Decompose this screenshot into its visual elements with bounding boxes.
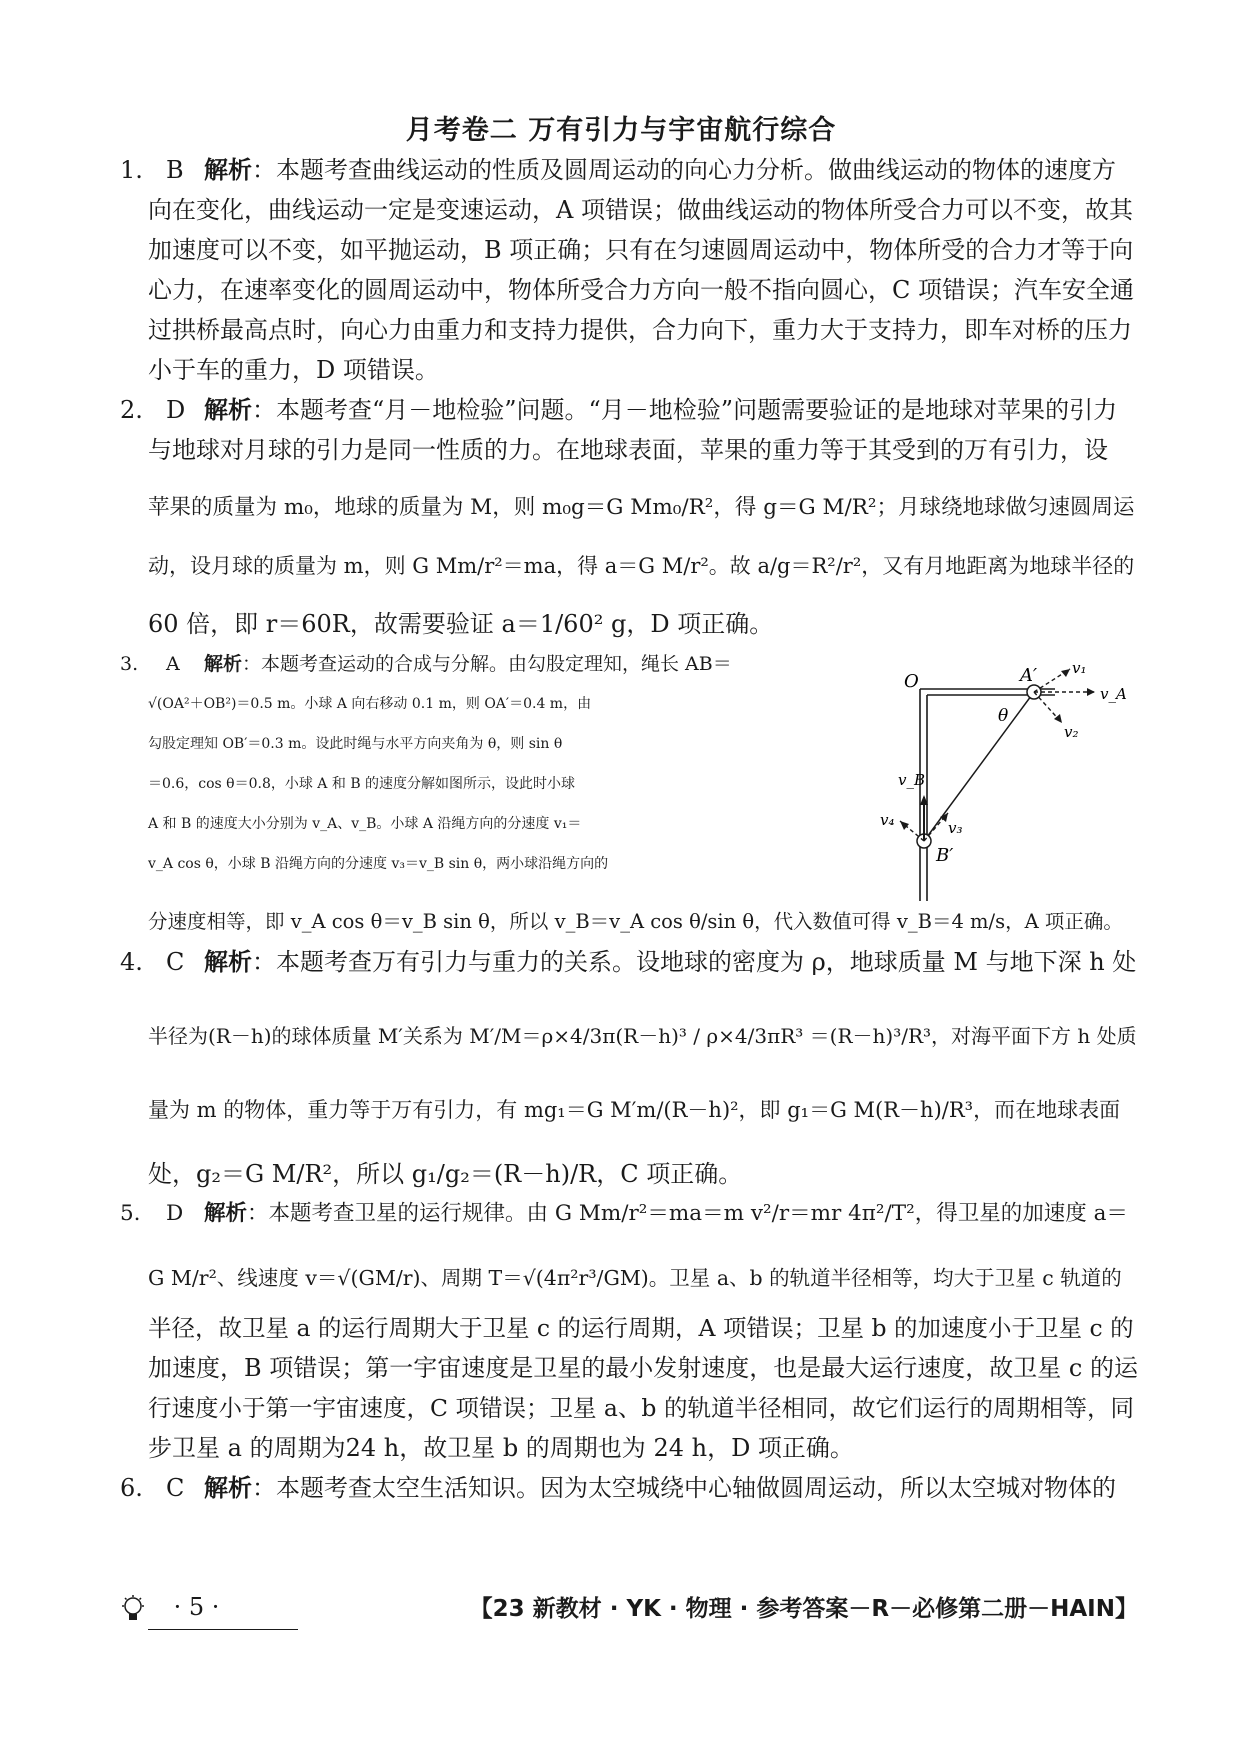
answer-letter: C xyxy=(166,948,185,976)
label-O: O xyxy=(904,671,919,692)
answer-line xyxy=(120,844,768,884)
page-title: 月考卷二 万有引力与宇宙航行综合 xyxy=(405,115,837,146)
analysis-label: 解析 xyxy=(204,948,252,976)
line-text: 行速度小于第一宇宙速度，C 项错误；卫星 a、b 的轨道半径相同，故它们运行的周期相等，同 xyxy=(148,1394,1134,1422)
answer-line xyxy=(120,430,1140,470)
answer-line xyxy=(120,644,740,684)
answer-line xyxy=(120,190,1140,230)
answer-letter: A xyxy=(166,653,180,675)
line-text: 与地球对月球的引力是同一性质的力。在地球表面，苹果的重力等于其受到的万有引力，设 xyxy=(148,436,1108,464)
label-A-prime: A′ xyxy=(1020,665,1038,686)
answer-line xyxy=(120,1258,1140,1298)
answer-line xyxy=(120,724,768,764)
line-text: ：本题考查万有引力与重力的关系。设地球的密度为 ρ，地球质量 M 与地下深 h 处 xyxy=(252,948,1137,976)
answer-item xyxy=(120,942,1140,1194)
line-text: v_A cos θ，小球 B 沿绳方向的分速度 v₃＝v_B sin θ，两小球沿绳方向的 xyxy=(148,856,609,872)
line-text: 心力，在速率变化的圆周运动中，物体所受合力方向一般不指向圆心，C 项错误；汽车安全通 xyxy=(148,276,1134,304)
answer-letter: D xyxy=(166,396,186,424)
line-text: ：本题考查运动的合成与分解。由勾股定理知，绳长 AB＝ xyxy=(242,653,732,675)
label-v2: v₂ xyxy=(1064,723,1079,741)
answer-line xyxy=(120,488,1140,528)
question-number: 6. xyxy=(120,1474,143,1502)
answer-line xyxy=(120,270,1140,310)
question-number: 3. xyxy=(120,653,139,675)
answer-item xyxy=(120,150,1140,390)
analysis-label: 解析 xyxy=(204,156,252,184)
answer-line xyxy=(120,1090,1140,1130)
line-text: 苹果的质量为 m₀，地球的质量为 M，则 m₀g＝G Mm₀/R²，得 g＝G M/R²；月球绕地球做匀速圆周运 xyxy=(148,495,1135,520)
answer-line xyxy=(120,942,1140,982)
answer-line xyxy=(120,1468,1140,1508)
page-number-text: · 5 · xyxy=(173,1593,220,1621)
answer-line xyxy=(120,1388,1140,1428)
label-B-prime: B′ xyxy=(936,845,954,866)
book-info: 【23 新教材 · YK · 物理 · 参考答案－R－必修第二册－HAIN】 xyxy=(469,1596,1138,1622)
line-text: 量为 m 的物体，重力等于万有引力，有 mg₁＝G M′m/(R－h)²，即 g₁＝G M(R－h)/R³，而在地球表面 xyxy=(148,1098,1121,1122)
answer-line xyxy=(120,684,768,724)
answer-item xyxy=(120,390,1140,644)
line-text: √(OA²＋OB²)＝0.5 m。小球 A 向右移动 0.1 m，则 OA′＝0.4 m，由 xyxy=(148,696,592,712)
rope-velocity-diagram xyxy=(880,665,1140,905)
answer-line xyxy=(120,1428,1140,1468)
answer-line xyxy=(120,764,768,804)
answer-line xyxy=(120,150,1140,190)
line-text: 动，设月球的质量为 m，则 G Mm/r²＝ma，得 a＝G M/r²。故 a/g＝R²/r²，又有月地距离为地球半径的 xyxy=(148,554,1135,578)
answer-line xyxy=(120,1016,1140,1056)
answer-item xyxy=(120,1194,1140,1468)
answer-letter: C xyxy=(166,1474,185,1502)
line-text: 处，g₂＝G M/R²，所以 g₁/g₂＝(R－h)/R，C 项正确。 xyxy=(148,1160,743,1188)
lightbulb-icon xyxy=(120,1594,146,1624)
answer-line xyxy=(120,902,1140,942)
answer-line xyxy=(120,350,1140,390)
answer-item xyxy=(120,1468,1140,1508)
line-text: 过拱桥最高点时，向心力由重力和支持力提供，合力向下，重力大于支持力，即车对桥的压力 xyxy=(148,316,1132,344)
line-text: 60 倍，即 r＝60R，故需要验证 a＝1/60² g，D 项正确。 xyxy=(148,610,774,638)
question-number: 2. xyxy=(120,396,143,424)
line-text: 勾股定理知 OB′＝0.3 m。设此时绳与水平方向夹角为 θ，则 sin θ xyxy=(148,736,563,752)
line-text: ＝0.6，cos θ＝0.8，小球 A 和 B 的速度分解如图所示，设此时小球 xyxy=(148,776,576,792)
line-text: ：本题考查曲线运动的性质及圆周运动的向心力分析。做曲线运动的物体的速度方 xyxy=(252,156,1116,184)
answer-letter: B xyxy=(166,156,184,184)
label-vA: v_A xyxy=(1100,685,1127,703)
analysis-label: 解析 xyxy=(204,1474,252,1502)
line-text: 步卫星 a 的周期为24 h，故卫星 b 的周期也为 24 h，D 项正确。 xyxy=(148,1434,854,1462)
question-number: 1. xyxy=(120,156,143,184)
label-v1: v₁ xyxy=(1072,665,1087,677)
label-vB: v_B xyxy=(898,771,925,789)
page-number-rule xyxy=(148,1629,298,1630)
answer-line xyxy=(120,604,1140,644)
answer-letter: D xyxy=(166,1201,184,1226)
line-text: 加速度可以不变，如平抛运动，B 项正确；只有在匀速圆周运动中，物体所受的合力才等于向 xyxy=(148,236,1134,264)
line-text: 半径为(R－h)的球体质量 M′关系为 M′/M＝ρ×4/3π(R－h)³ / ρ×4/3πR³ ＝(R－h)³/R³，对海平面下方 h 处质 xyxy=(148,1024,1137,1048)
line-text: A 和 B 的速度大小分别为 v_A、v_B。小球 A 沿绳方向的分速度 v₁＝ xyxy=(148,816,582,832)
answer-line xyxy=(120,310,1140,350)
answer-line xyxy=(120,546,1140,586)
analysis-label: 解析 xyxy=(204,396,252,424)
analysis-label: 解析 xyxy=(204,653,243,675)
answer-line xyxy=(120,1154,1140,1194)
answer-line xyxy=(120,1348,1140,1388)
line-text: G M/r²、线速度 v＝√(GM/r)、周期 T＝√(4π²r³/GM)。卫星 a、b 的轨道半径相等，均大于卫星 c 轨道的 xyxy=(148,1266,1122,1290)
line-text: 分速度相等，即 v_A cos θ＝v_B sin θ，所以 v_B＝v_A cos θ/sin θ，代入数值可得 v_B＝4 m/s，A 项正确。 xyxy=(148,910,1123,933)
answer-line xyxy=(120,804,768,844)
line-text: 小于车的重力，D 项错误。 xyxy=(148,356,439,384)
analysis-label: 解析 xyxy=(204,1201,248,1226)
label-v4: v₄ xyxy=(880,811,895,829)
label-v3: v₃ xyxy=(948,819,963,837)
label-theta: θ xyxy=(998,706,1009,726)
line-text: ：本题考查太空生活知识。因为太空城绕中心轴做圆周运动，所以太空城对物体的 xyxy=(252,1474,1116,1502)
line-text: ：本题考查卫星的运行规律。由 G Mm/r²＝ma＝m v²/r＝mr 4π²/T²，得卫星的加速度 a＝ xyxy=(247,1201,1128,1226)
answer-line xyxy=(120,1308,1140,1348)
line-text: 向在变化，曲线运动一定是变速运动，A 项错误；做曲线运动的物体所受合力可以不变，故其 xyxy=(148,196,1133,224)
answer-line xyxy=(120,230,1140,270)
question-number: 4. xyxy=(120,948,143,976)
answer-line xyxy=(120,390,1140,430)
line-text: 半径，故卫星 a 的运行周期大于卫星 c 的运行周期，A 项错误；卫星 b 的加速度小于卫星 c 的 xyxy=(148,1314,1134,1342)
line-text: ：本题考查“月－地检验”问题。“月－地检验”问题需要验证的是地球对苹果的引力 xyxy=(252,396,1118,424)
answer-line xyxy=(120,1194,1140,1234)
line-text: 加速度，B 项错误；第一宇宙速度是卫星的最小发射速度，也是最大运行速度，故卫星 c 的运 xyxy=(148,1354,1138,1382)
question-number: 5. xyxy=(120,1201,141,1226)
page-number xyxy=(120,1593,219,1624)
